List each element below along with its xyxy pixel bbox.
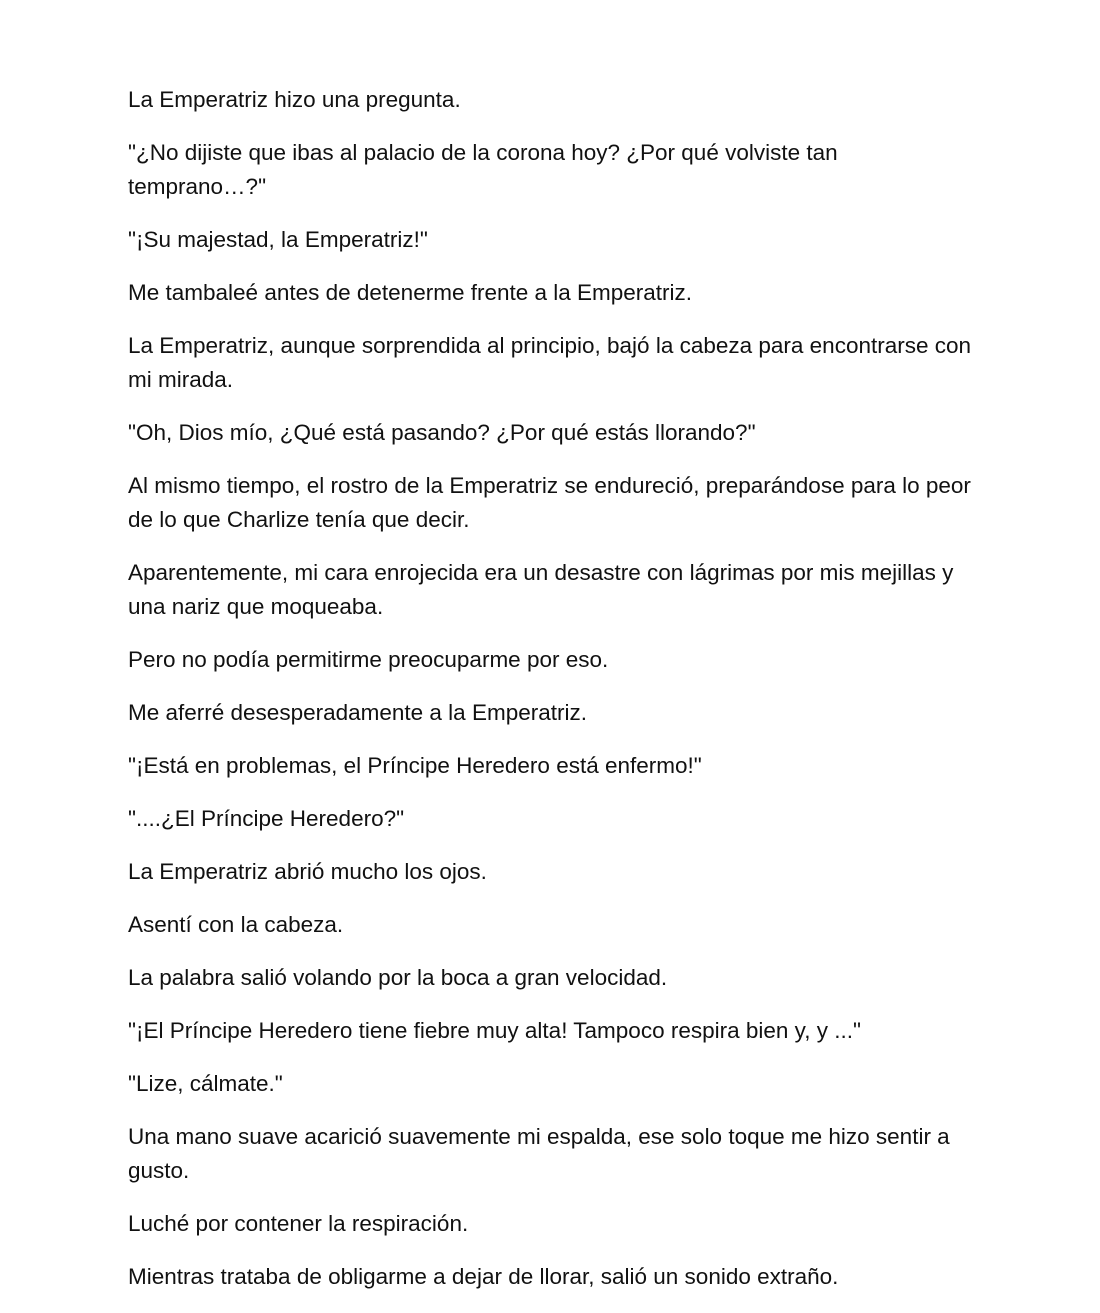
paragraph: "¡El Príncipe Heredero tiene fiebre muy alta! Tampoco respira bien y, y ..."	[128, 1018, 861, 1043]
paragraph: La Emperatriz hizo una pregunta.	[128, 87, 461, 112]
paragraph: "¡Está en problemas, el Príncipe Heredero está enfermo!"	[128, 753, 702, 778]
paragraph: "....¿El Príncipe Heredero?"	[128, 806, 405, 831]
paragraph: La Emperatriz, aunque sorprendida al principio, bajó la cabeza para encontrarse con mi mirada.	[128, 333, 972, 392]
paragraph: Asentí con la cabeza.	[128, 912, 344, 937]
paragraph: Mientras trataba de obligarme a dejar de llorar, salió un sonido extraño.	[128, 1264, 839, 1289]
paragraph: Una mano suave acarició suavemente mi espalda, ese solo toque me hizo sentir a gusto.	[128, 1124, 950, 1183]
paragraph: "Oh, Dios mío, ¿Qué está pasando? ¿Por qué estás llorando?"	[128, 420, 756, 445]
paragraph: Me tambaleé antes de detenerme frente a la Emperatriz.	[128, 280, 693, 305]
paragraph: "Lize, cálmate."	[128, 1071, 283, 1096]
paragraph: Me aferré desesperadamente a la Emperatriz.	[128, 700, 587, 725]
document-page	[128, 83, 978, 1313]
paragraph: Pero no podía permitirme preocuparme por eso.	[128, 647, 609, 672]
paragraph: "¿No dijiste que ibas al palacio de la corona hoy? ¿Por qué volviste tan temprano…?"	[128, 140, 838, 199]
paragraph: La Emperatriz abrió mucho los ojos.	[128, 859, 487, 884]
paragraph: Al mismo tiempo, el rostro de la Emperatriz se endureció, preparándose para lo peor de lo que Charlize tenía que decir.	[128, 473, 971, 532]
paragraph: "¡Su majestad, la Emperatriz!"	[128, 227, 428, 252]
paragraph: Aparentemente, mi cara enrojecida era un desastre con lágrimas por mis mejillas y una nariz que moqueaba.	[128, 560, 954, 619]
paragraph: Luché por contener la respiración.	[128, 1211, 469, 1236]
paragraph: La palabra salió volando por la boca a gran velocidad.	[128, 965, 668, 990]
